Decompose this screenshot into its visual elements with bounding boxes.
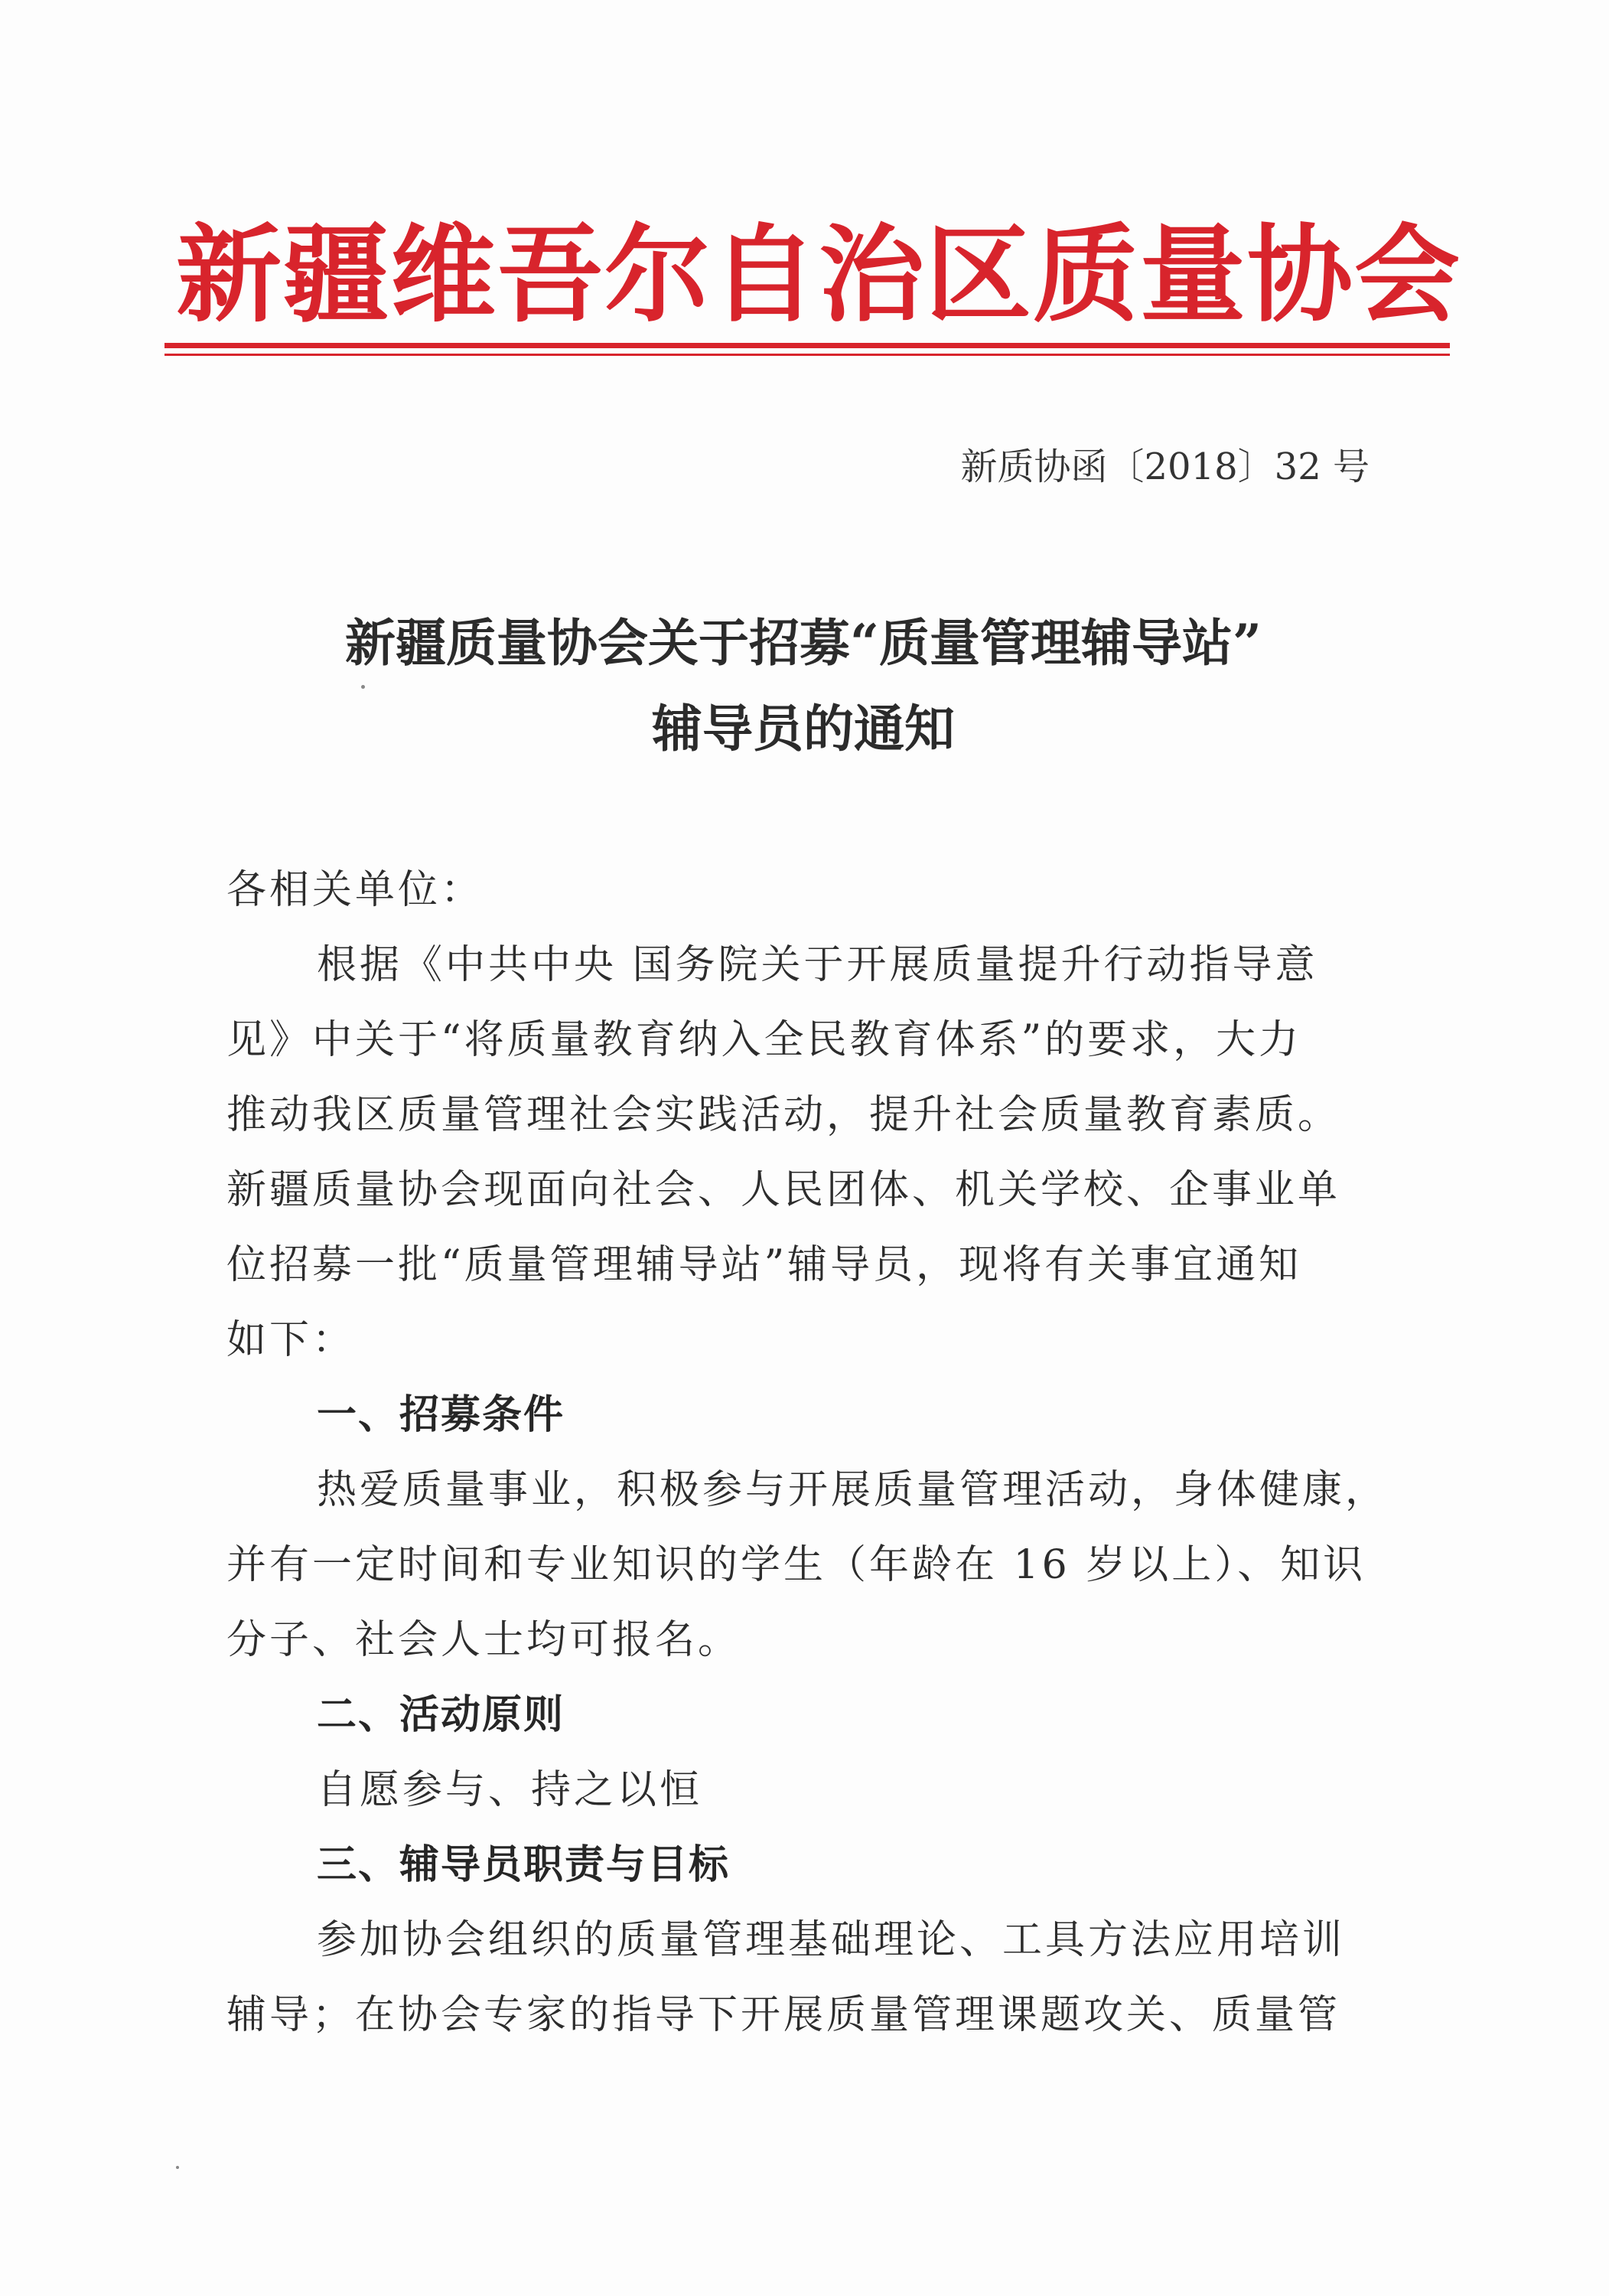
scan-speck [361, 685, 365, 689]
letterhead-rule [164, 343, 1450, 348]
body-line: 根据《中共中央 国务院关于开展质量提升行动指导意 [317, 942, 1318, 988]
letterhead-title: 新疆维吾尔自治区质量协会 [176, 214, 1462, 337]
body-line: 自愿参与、持之以恒 [317, 1767, 703, 1813]
section-heading-2: 二、活动原则 [317, 1692, 565, 1738]
notice-title-line-1: 新疆质量协会关于招募“质量管理辅导站” [345, 613, 1262, 673]
body-line: 新疆质量协会现面向社会、人民团体、机关学校、企事业单 [226, 1167, 1341, 1213]
section-heading-3: 三、辅导员职责与目标 [317, 1842, 731, 1888]
letterhead-rule-thin [164, 354, 1450, 356]
salutation: 各相关单位： [226, 867, 484, 913]
body-line: 推动我区质量管理社会实践活动，提升社会质量教育素质。 [226, 1092, 1341, 1138]
body-line: 如下： [226, 1317, 356, 1363]
notice-title-line-2: 辅导员的通知 [652, 699, 955, 758]
body-line: 辅导；在协会专家的指导下开展质量管理课题攻关、质量管 [226, 1992, 1341, 2038]
body-line: 热爱质量事业，积极参与开展质量管理活动，身体健康， [317, 1467, 1389, 1513]
scan-speck [176, 2166, 179, 2169]
body-line: 位招募一批“质量管理辅导站”辅导员，现将有关事宜通知 [226, 1242, 1302, 1288]
body-line: 分子、社会人士均可报名。 [226, 1617, 741, 1663]
document-number: 新质协函〔2018〕32 号 [960, 445, 1370, 488]
section-heading-1: 一、招募条件 [317, 1392, 565, 1438]
body-line: 见》中关于“将质量教育纳入全民教育体系”的要求，大力 [226, 1017, 1302, 1063]
body-line: 并有一定时间和专业知识的学生（年龄在 16 岁以上）、知识 [226, 1542, 1366, 1588]
body-line: 参加协会组织的质量管理基础理论、工具方法应用培训 [317, 1917, 1346, 1963]
